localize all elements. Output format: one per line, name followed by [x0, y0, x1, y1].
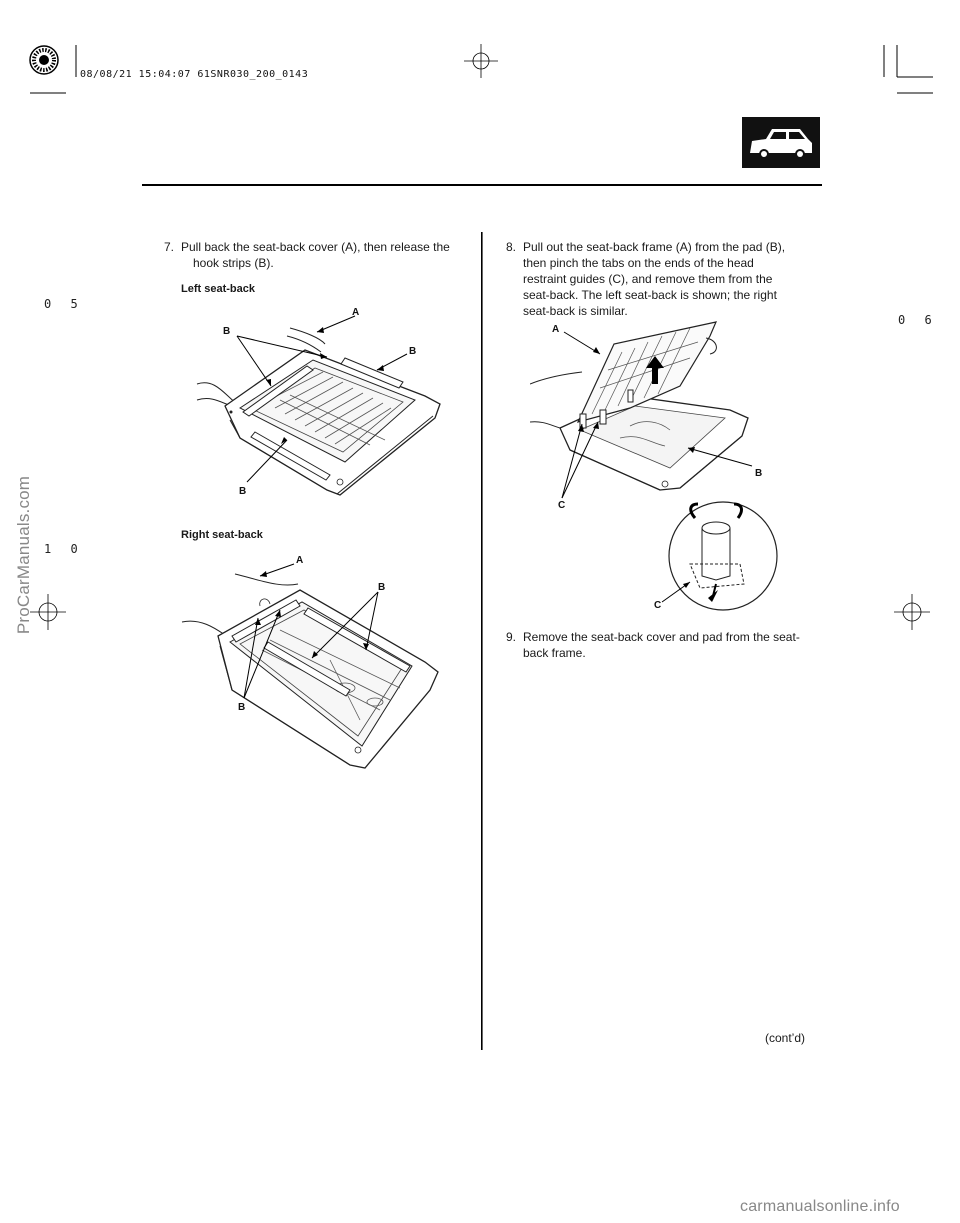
print-stamp: 08/08/21 15:04:07 61SNR030_200_0143	[80, 69, 309, 80]
step-text-line: seat-back. The left seat-back is shown; the right	[523, 288, 777, 302]
right-seatback-figure	[180, 550, 445, 775]
margin-code-left-bottom: 1 0	[44, 542, 84, 556]
fig-label: B	[239, 486, 247, 497]
fig-label: B	[755, 468, 763, 479]
footer-watermark: carmanualsonline.info	[740, 1198, 900, 1215]
fig-label: B	[223, 326, 231, 337]
fig-label: C	[654, 600, 662, 611]
header-rule	[142, 184, 822, 186]
fig-label: B	[238, 702, 246, 713]
step-text-line: Remove the seat-back cover and pad from the seat-	[523, 630, 800, 644]
step-text-line: seat-back is similar.	[523, 304, 628, 318]
right-seatback-label: Right seat-back	[181, 529, 263, 541]
fig-label: B	[378, 582, 386, 593]
registration-target-icon	[30, 46, 58, 74]
step-text-line: then pinch the tabs on the ends of the head	[523, 256, 754, 270]
step-number: 8.	[506, 240, 517, 254]
fig-label: B	[409, 346, 417, 357]
left-seatback-label: Left seat-back	[181, 283, 255, 295]
margin-code-left-top: 0 5	[44, 297, 84, 311]
crosshair-icon	[464, 44, 498, 78]
side-watermark: ProCarManuals.com	[14, 475, 33, 635]
step-text-line: hook strips (B).	[193, 256, 274, 270]
fig-label: A	[296, 555, 304, 566]
crosshair-icon	[30, 594, 66, 630]
frame-removal-figure	[530, 318, 790, 614]
fig-label: C	[558, 500, 566, 511]
step-text-line: back frame.	[523, 646, 586, 660]
continued-note: (cont’d)	[765, 1031, 806, 1045]
margin-code-right-top: 0 6	[898, 313, 938, 327]
step-8	[506, 239, 806, 321]
step-number: 7.	[164, 240, 175, 254]
left-seatback-figure	[195, 300, 450, 505]
step-9	[506, 629, 806, 663]
step-text-line: restraint guides (C), and remove them from the	[523, 272, 773, 286]
step-7	[164, 239, 464, 273]
crosshair-icon	[894, 594, 930, 630]
fig-label: A	[352, 307, 360, 318]
step-number: 9.	[506, 630, 517, 644]
fig-label: A	[552, 324, 560, 335]
car-body-icon	[742, 117, 820, 168]
step-text-line: Pull back the seat-back cover (A), then release the	[181, 240, 450, 254]
step-text-line: Pull out the seat-back frame (A) from the pad (B),	[523, 240, 786, 254]
column-divider	[481, 232, 483, 1050]
